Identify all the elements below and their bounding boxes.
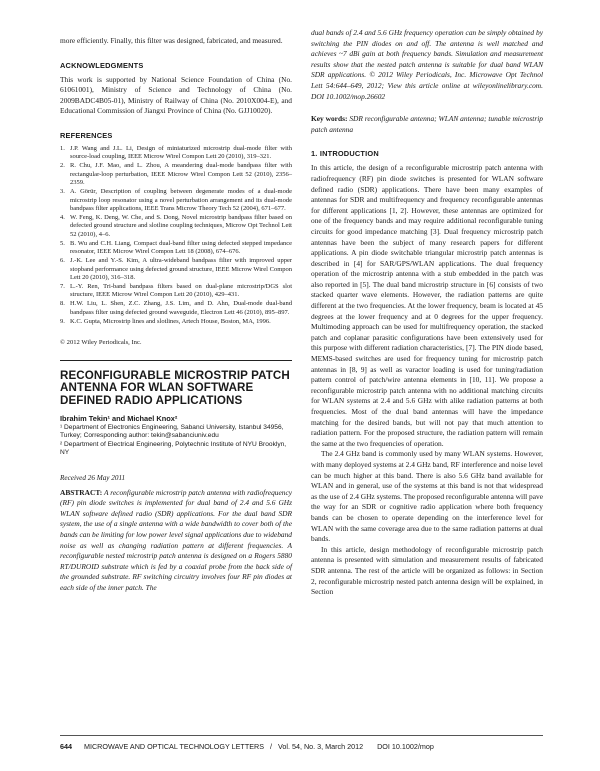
reference-item (60, 145, 292, 162)
affiliation-1: ¹ Department of Electronics Engineering, Sabanci University, Istanbul 34956, Turkey; Corresponding author: tekin@sabanciuniv.edu (60, 424, 284, 440)
reference-text: L.-Y. Ren, Tri-band bandpass filters based on dual-plane microstrip/DGS slot structure, IEEE Microw Wirel Compon Lett 20 (2010), 429–431. (70, 283, 292, 299)
intro-paragraph-3: In this article, design methodology of reconfigurable microstrip patch antenna is presented with simulation and measurement results of fabricated SDR antenna. The rest of the article will be organized as follows: in Section 2, reconfigurable microstrip nested patch antenna design will be explained, in Section (311, 544, 543, 597)
abstract-continued: dual bands of 2.4 and 5.6 GHz frequency operation can be simply obtained by switching the PIN diodes on and off. The antenna is well matched and achieves ~7 dBi gain at both frequency bands. Simulation and measurement results show that the nested patch antenna is suitable for dual band WLAN SDR applications. © 2012 Wiley Periodicals, Inc. Microwave Opt Technol Lett 54:644–649, 2012; View this article online at wileyonlinelibrary.com. DOI 10.1002/mop.26602 (311, 28, 543, 101)
reference-item (60, 214, 292, 239)
references-heading: REFERENCES (60, 130, 113, 140)
left-column (60, 36, 292, 594)
previous-article-ending: more efficiently. Finally, this filter was designed, fabricated, and measured. (60, 36, 283, 45)
keywords-list: SDR reconfigurable antenna; WLAN antenna; tunable microstrip patch antenna (311, 114, 543, 134)
reference-item (60, 257, 292, 282)
reference-number: 9. (60, 317, 65, 325)
reference-number: 4. (60, 214, 65, 221)
reference-item (60, 300, 292, 317)
footer-separator: / (269, 742, 272, 751)
article-title: RECONFIGURABLE MICROSTRIP PATCH ANTENNA FOR WLAN SOFTWARE DEFINED RADIO APPLICATIONS (60, 368, 290, 407)
reference-text: R. Chu, J.F. Mao, and L. Zhou, A meandering dual-mode bandpass filter with rectangular-loop perturbation, IEEE Microw Wirel Compon Lett 52 (2010), 2356–2359. (70, 162, 292, 187)
introduction-heading: 1. INTRODUCTION (311, 149, 379, 159)
acknowledgments-heading: ACKNOWLEDGMENTS (60, 60, 144, 70)
abstract-text (60, 488, 292, 594)
reference-text: K.C. Gupta, Microstrip lines and slotlines, Artech House, Boston, MA, 1996. (70, 317, 271, 325)
intro-paragraph-2: The 2.4 GHz band is commonly used by many WLAN systems. However, with many deployed systems at 2.4 GHz band, RF interference and noise level can be much higher at this band. There is also 5.6 GHz band available for WLAN and in general, use of the systems at this band is not that widespread as the use of 2.4 GHz systems. The proposed reconfigurable antenna will pave the way for an SDR or cognitive radio application where both frequency bands can be chosen to operate depending on the interference level for WLAN with the same coverage area due to the same radiation patterns at dual bands. (311, 449, 543, 544)
reference-text: J.P. Wang and J.L. Li, Design of miniaturized microstrip dual-mode filter with source-load coupling, IEEE Microw Wirel Compon Lett 20 (2010), 319–321. (70, 144, 292, 161)
copyright-notice: © 2012 Wiley Periodicals, Inc. (60, 339, 142, 347)
reference-number: 8. (60, 300, 65, 308)
volume-info: Vol. 54, No. 3, March 2012 (277, 742, 364, 751)
abstract-label: ABSTRACT: (60, 487, 103, 497)
page-number: 644 (60, 742, 72, 751)
right-column (311, 28, 543, 598)
keywords (311, 114, 543, 135)
reference-number: 3. (60, 188, 65, 196)
received-date: Received 26 May 2011 (60, 473, 126, 482)
reference-number: 7. (60, 283, 65, 291)
journal-name: MICROWAVE AND OPTICAL TECHNOLOGY LETTERS (84, 742, 264, 751)
reference-text: B. Wu and C.H. Liang, Compact dual-band filter using defected stepped impedance resonator, IEEE Microw Wirel Compon Lett 18 (2008), 674–676. (70, 239, 292, 256)
reference-text: H.W. Liu, L. Shen, Z.C. Zhang, J.S. Lim, and D. Ahn, Dual-mode dual-band bandpass filter using defected ground waveguide, Electron Lett 46 (2010), 895–897. (70, 300, 292, 316)
reference-number: 1. (60, 144, 65, 152)
reference-list (60, 145, 292, 326)
reference-text: W. Feng, K. Deng, W. Che, and S. Dong, Novel microstrip bandpass filter based on defected ground structure and slotline coupling techniques, Microw Opt Technol Lett 52 (2010), 4–6. (70, 214, 292, 238)
reference-item (60, 283, 292, 300)
page-footer (60, 735, 543, 751)
reference-text: J.-K. Lee and Y.-S. Kim, A ultra-wideband bandpass filter with improved upper stopband performance using defected ground structure, IEEE Microw Wirel Compon Lett 20 (2010), 316–318. (70, 257, 292, 282)
reference-item (60, 318, 292, 326)
affiliation-2: ² Department of Electrical Engineering, Polytechnic Institute of NYU Brooklyn, NY (60, 440, 287, 457)
doi-text: DOI 10.1002/mop (377, 742, 434, 751)
intro-paragraph-1: In this article, the design of a reconfigurable microstrip patch antenna with radiofrequency (RF) pin diode switches is presented for WLAN software defined radio (SDR) applications. There have been many examples of antennas for SDR and multifrequency and frequency reconfigurable antennas for different applications [1, 2]. However, these antennas are optimized for one of the frequency bands and may require additional reconfigurable tuning circuits for good impedance matching [3]. Dual frequency microstrip patch antennas have been the subject of many research papers for different applications. A pin diode switchable triangular microstrip patch antennas is described in [4] for SAR/GPS/WLAN applications. The dual frequency operation of the microstrip antenna with a stub embedded in the patch was also reported in [5]. The dual band microstrip structure in [6] consists of two stacked quarter wave elements. However, the radiation patterns are quite different at the two frequencies. At the lower frequency, beam is located at 45 degrees at the lower frequency and at 0 degrees for the upper frequency. Multimoding approach can be used for multifrequency operation, the stacked patch and coplanar parasitic configurations have been extensively used for this purpose with different radiation characteristics, [7]. The PIN diode based, MEMS-based switches are used for frequency tuning for microstrip patch antennas in [8, 9] as well as varactor loading is used for tuning/radiation pattern control of patch/wire antenna elements in [10, 11]. We propose a reconfigurable microstrip patch antenna with no additional matching circuits for WLAN systems at 2.4 and 5.6 GHz with alike radiation patterns at both frequencies. Most of the dual band antennas will have the impedance matching for the desired bands, but will not pay that much attention to radiation pattern. For the proposed structure, the radiation pattern will remain the same at the two frequencies of operation. (311, 163, 543, 448)
author-line: Ibrahim Tekin¹ and Michael Knox² (60, 414, 178, 424)
keywords-label: Key words: (311, 114, 348, 124)
article-divider (60, 360, 292, 361)
reference-number: 2. (60, 162, 65, 170)
acknowledgments-text: This work is supported by National Science Foundation of China (No. 61061001), Ministry of Science and Technology of China (No. 2009BADC4B05-01), Ministry of Railway of China (No. 2010X004-E), and Educational Commission of Jiangxi Province of China (No. GJJ10020). (60, 74, 292, 116)
reference-item (60, 162, 292, 187)
reference-item (60, 188, 292, 213)
reference-text: A. Görür, Description of coupling between degenerate modes of a dual-mode microstrip loop resonator using a novel perturbation arrangement and its dual-mode bandpass filter applications, IEEE Trans Microw Theory Tech 52 (2004), 671–677. (70, 188, 292, 212)
reference-number: 6. (60, 257, 65, 265)
abstract-body: A reconfigurable microstrip patch antenna with radiofrequency (RF) pin diode switches is implemented for dual band of 2.4 and 5.6 GHz WLAN software defined radio (SDR) applications. For the dual band SDR system, the use of a single antenna with a wide bandwidth to cover both of the bands can be limiting for low power level signal applications due to wideband noise as well as changing radiation pattern at different frequencies. A reconfigurable nested microstrip patch antenna is designed on a Rogers 5880 RT/DUROID substrate which is fed by a coaxial probe from the back side of the grounded substrate. RF switching circuitry involves four RF pin diodes at each side of the inner patch. The (60, 487, 292, 593)
reference-number: 5. (60, 239, 65, 247)
reference-item (60, 240, 292, 257)
